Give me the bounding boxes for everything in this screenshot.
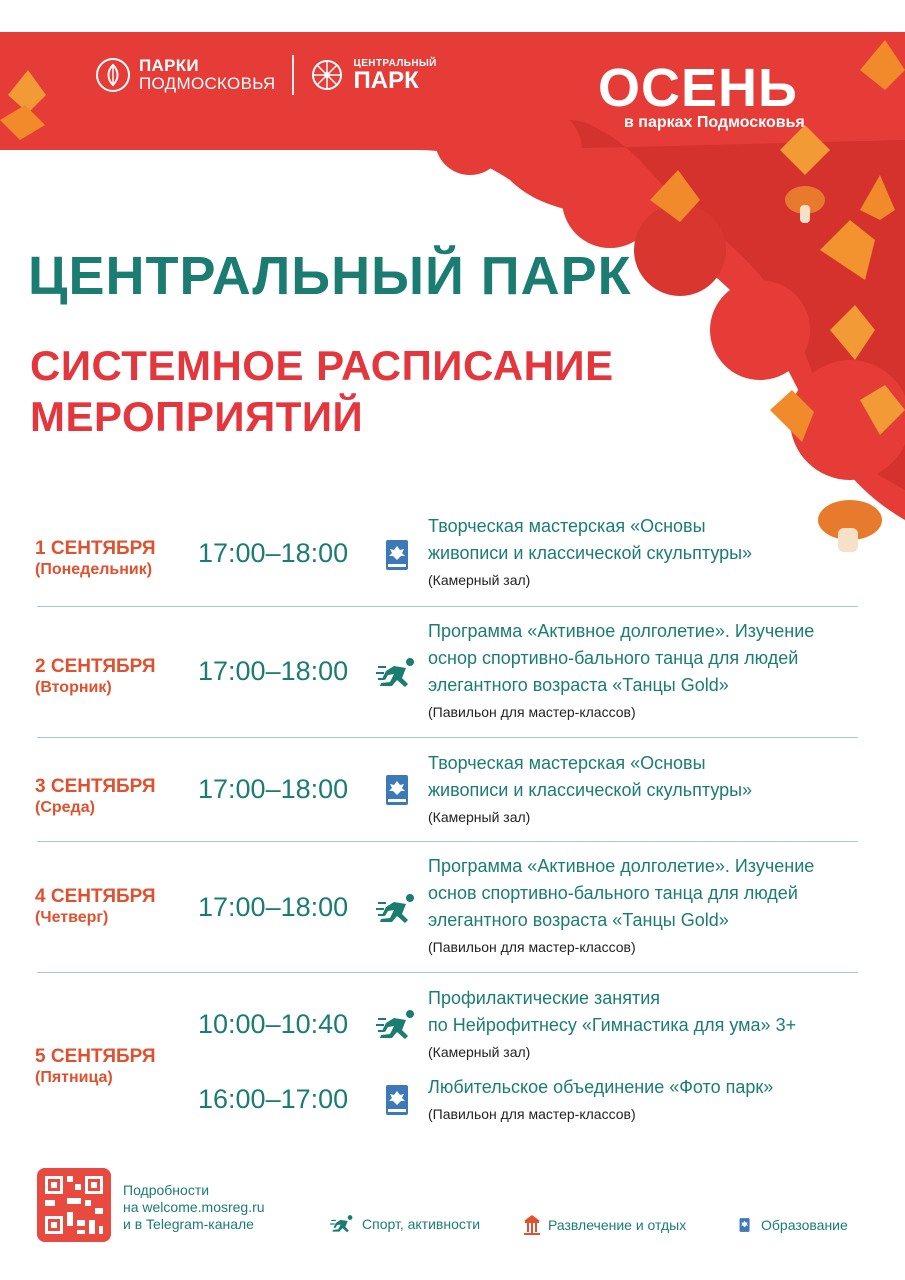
day-label — [35, 537, 156, 580]
day-weekday: (Четверг) — [35, 909, 109, 926]
event-time: 17:00–18:00 — [198, 774, 349, 804]
day-date: 2 СЕНТЯБРЯ — [35, 656, 156, 677]
page-title: ЦЕНТРАЛЬНЫЙ ПАРК — [28, 246, 632, 306]
event-time: 17:00–18:00 — [198, 892, 349, 922]
day-date: 1 СЕНТЯБРЯ — [35, 538, 156, 559]
row-divider — [37, 606, 858, 607]
event — [428, 985, 888, 1063]
event-time: 16:00–17:00 — [198, 1084, 349, 1114]
sport-icon — [376, 1008, 420, 1042]
logo-divider — [292, 55, 294, 95]
event — [428, 853, 888, 958]
legend-label: Образование — [761, 1217, 848, 1233]
central-small: ЦЕНТРАЛЬНЫЙ — [353, 57, 437, 69]
row-divider — [37, 972, 858, 973]
event-title: Любительское объединение «Фото парк» — [428, 1077, 774, 1097]
event — [428, 618, 888, 723]
event-time: 17:00–18:00 — [198, 538, 349, 568]
legend-label: Спорт, активности — [362, 1216, 481, 1232]
sport-icon — [376, 656, 420, 690]
autumn-logo — [598, 60, 805, 132]
event-time: 10:00–10:40 — [198, 1009, 349, 1039]
day-date: 4 СЕНТЯБРЯ — [35, 886, 156, 907]
sport-icon — [330, 1214, 356, 1234]
event-place: (Павильон для мастер-классов) — [428, 1106, 636, 1122]
day-weekday: (Пятница) — [35, 1069, 113, 1086]
education-icon — [376, 773, 420, 807]
day-date: 3 СЕНТЯБРЯ — [35, 776, 156, 797]
legend-item-sport — [330, 1214, 480, 1234]
day-label — [35, 775, 156, 818]
footer-info — [123, 1182, 265, 1233]
schedule-title: СИСТЕМНОЕ РАСПИСАНИЕ МЕРОПРИЯТИЙ — [30, 342, 614, 440]
wheel-logo-icon — [310, 58, 344, 92]
event-time: 17:00–18:00 — [198, 656, 349, 686]
autumn-word: ОСЕНЬ — [598, 58, 798, 118]
day-date: 5 СЕНТЯБРЯ — [35, 1046, 156, 1067]
education-icon — [376, 538, 420, 572]
event-title: Творческая мастерская «Основы живописи и классической скульптуры» — [428, 516, 753, 563]
footer-link[interactable]: на welcome.mosreg.ru — [123, 1199, 265, 1215]
carousel-icon — [522, 1214, 542, 1236]
sport-icon — [376, 892, 420, 926]
event-title: Творческая мастерская «Основы живописи и классической скульптуры» — [428, 753, 753, 800]
event — [428, 1074, 888, 1125]
parki-logo — [95, 57, 276, 93]
day-label — [35, 655, 156, 698]
day-label — [35, 885, 156, 928]
qr-code[interactable] — [37, 1168, 111, 1242]
day-weekday: (Вторник) — [35, 679, 112, 696]
event-title: Профилактические занятия по Нейрофитнесу «Гимнастика для ума» 3+ — [428, 988, 797, 1035]
legend-item-entertainment — [522, 1214, 686, 1236]
legend-item-education — [735, 1214, 848, 1236]
event-place: (Павильон для мастер-классов) — [428, 704, 636, 720]
central-big: ПАРК — [353, 66, 419, 94]
event-place: (Камерный зал) — [428, 809, 531, 825]
education-icon — [735, 1214, 755, 1236]
event — [428, 513, 888, 591]
legend-label: Развлечение и отдых — [548, 1217, 687, 1233]
parki-line1: ПАРКИ — [139, 56, 199, 75]
day-label — [35, 1045, 156, 1088]
autumn-sub: в парках Подмосковья — [624, 114, 805, 131]
event-place: (Камерный зал) — [428, 572, 531, 588]
parki-line2: ПОДМОСКОВЬЯ — [139, 74, 276, 93]
day-weekday: (Понедельник) — [35, 561, 153, 578]
event-title: Программа «Активное долголетие». Изучение осноp спортивно-бального танца для людей элегантного возраста «Танцы Gold» — [428, 621, 815, 695]
event-place: (Павильон для мастер-классов) — [428, 939, 636, 955]
header-logos — [95, 55, 437, 95]
row-divider — [37, 841, 858, 842]
row-divider — [37, 737, 858, 738]
education-icon — [376, 1083, 420, 1117]
leaf-logo-icon — [95, 57, 131, 93]
day-weekday: (Среда) — [35, 799, 95, 816]
event-place: (Камерный зал) — [428, 1044, 531, 1060]
central-park-logo — [310, 58, 437, 93]
event — [428, 750, 888, 828]
event-title: Программа «Активное долголетие». Изучение основ спортивно-бального танца для людей элегантного возраста «Танцы Gold» — [428, 856, 815, 930]
footer-line: Подробности — [123, 1182, 210, 1198]
footer-line: и в Telegram-канале — [123, 1216, 254, 1232]
